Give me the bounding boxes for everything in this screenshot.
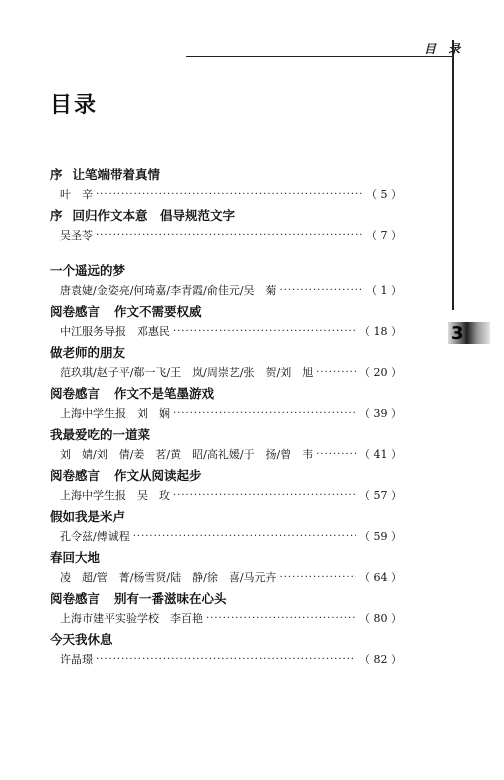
entry-line [50, 486, 402, 506]
entry-authors: 吴圣苓 [60, 229, 93, 242]
toc-entry [50, 547, 402, 588]
entry-heading[interactable] [50, 424, 402, 445]
entry-title: 一个遥远的梦 [50, 263, 126, 278]
entry-prefix: 阅卷感言 [50, 468, 101, 483]
entry-title: 别有一番滋味在心头 [114, 591, 227, 606]
entry-line [50, 185, 402, 205]
leader-dots [206, 609, 356, 629]
entry-page: （ 1 ） [366, 284, 402, 297]
entry-line [50, 322, 402, 342]
entry-authors: 孔令兹/傅诚程 [60, 530, 130, 543]
entry-page: （ 57 ） [359, 489, 402, 502]
entry-prefix: 阅卷感言 [50, 304, 101, 319]
entry-heading[interactable] [50, 547, 402, 568]
entry-title: 回归作文本意 倡导规范文字 [72, 208, 236, 223]
leader-dots [173, 404, 356, 424]
entry-page: （ 7 ） [366, 229, 402, 242]
entry-line [50, 226, 402, 246]
toc-entry [50, 301, 402, 342]
leader-dots [173, 322, 356, 342]
entry-heading[interactable] [50, 260, 402, 281]
toc-entry [50, 342, 402, 383]
entry-heading[interactable] [50, 164, 402, 185]
entry-line [50, 568, 402, 588]
entry-title: 让笔端带着真情 [72, 167, 161, 182]
toc-entry [50, 164, 402, 205]
page-number: 3 [451, 322, 464, 344]
leader-dots [316, 363, 356, 383]
entry-authors: 刘 婧/刘 倩/姜 茗/黄 昭/高礼媛/于 扬/曾 韦 [60, 448, 314, 461]
toc-entry [50, 424, 402, 465]
entry-authors: 唐袁婕/金姿亮/何琦嘉/李青霞/俞佳元/吴 菊 [60, 284, 277, 297]
entry-authors: 上海中学生报 吴 玫 [60, 489, 170, 502]
entry-heading[interactable] [50, 465, 402, 486]
entry-authors: 凌 超/管 菁/杨雪贤/陆 静/徐 喜/马元卉 [60, 571, 277, 584]
entry-page: （ 80 ） [359, 612, 402, 625]
leader-dots [96, 185, 363, 205]
entry-page: （ 18 ） [359, 325, 402, 338]
entry-authors: 上海中学生报 刘 娴 [60, 407, 170, 420]
entry-line [50, 363, 402, 383]
leader-dots [280, 281, 363, 301]
entry-heading[interactable] [50, 342, 402, 363]
entry-title: 作文不需要权威 [114, 304, 202, 319]
entry-line [50, 527, 402, 547]
entry-authors: 范玖琪/赵子平/郗一飞/王 岚/周崇艺/张 贺/刘 旭 [60, 366, 314, 379]
entry-prefix: 阅卷感言 [50, 591, 101, 606]
entry-authors: 许晶璟 [60, 653, 93, 666]
header-rule [186, 56, 454, 57]
entry-prefix: 序 [50, 167, 63, 182]
entry-heading[interactable] [50, 205, 402, 226]
entry-page: （ 82 ） [359, 653, 402, 666]
entry-title: 假如我是米卢 [50, 509, 126, 524]
entry-page: （ 5 ） [366, 188, 402, 201]
entry-authors: 上海市建平实验学校 李百艳 [60, 612, 203, 625]
entry-prefix: 序 [50, 208, 63, 223]
entry-authors: 中江服务导报 邓惠民 [60, 325, 170, 338]
entry-title: 做老师的朋友 [50, 345, 126, 360]
entry-page: （ 59 ） [359, 530, 402, 543]
leader-dots [96, 226, 363, 246]
leader-dots [96, 650, 356, 670]
entry-heading[interactable] [50, 588, 402, 609]
entry-title: 作文不是笔墨游戏 [114, 386, 215, 401]
entry-prefix: 阅卷感言 [50, 386, 101, 401]
entry-authors: 叶 辛 [60, 188, 93, 201]
toc-entry [50, 205, 402, 246]
page-number-tab [448, 322, 490, 344]
header-vertical-rule [452, 40, 454, 310]
entry-line [50, 609, 402, 629]
entry-line [50, 404, 402, 424]
entry-line [50, 650, 402, 670]
toc-entry [50, 629, 402, 670]
page-title: 目录 [50, 92, 99, 118]
leader-dots [133, 527, 356, 547]
toc-entry [50, 465, 402, 506]
entry-page: （ 20 ） [359, 366, 402, 379]
entry-page: （ 41 ） [359, 448, 402, 461]
entry-title: 今天我休息 [50, 632, 113, 647]
entry-page: （ 39 ） [359, 407, 402, 420]
entry-line [50, 281, 402, 301]
entry-title: 春回大地 [50, 550, 101, 565]
entry-title: 作文从阅读起步 [114, 468, 202, 483]
toc-entry [50, 260, 402, 301]
table-of-contents [50, 164, 402, 670]
entry-heading[interactable] [50, 301, 402, 322]
toc-entry [50, 506, 402, 547]
leader-dots [316, 445, 356, 465]
running-header: 目 录 [424, 42, 465, 56]
entry-heading[interactable] [50, 383, 402, 404]
entry-heading[interactable] [50, 506, 402, 527]
leader-dots [280, 568, 356, 588]
entry-heading[interactable] [50, 629, 402, 650]
leader-dots [173, 486, 356, 506]
toc-entry [50, 383, 402, 424]
entry-page: （ 64 ） [359, 571, 402, 584]
toc-entry [50, 588, 402, 629]
entry-line [50, 445, 402, 465]
entry-title: 我最爱吃的一道菜 [50, 427, 151, 442]
